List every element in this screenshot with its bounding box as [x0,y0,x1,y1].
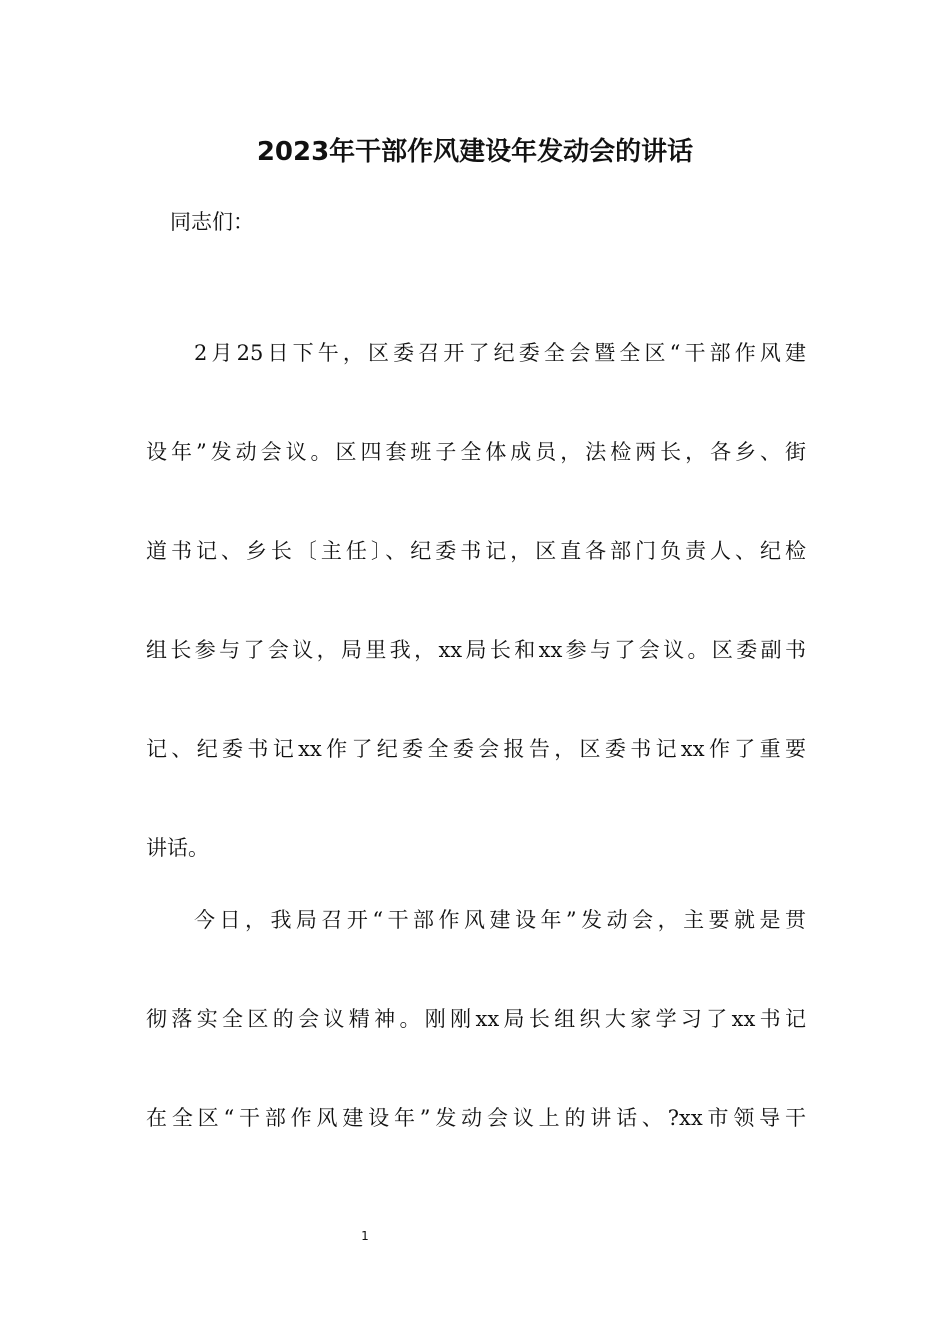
paragraph-line: 组长参与了会议，局里我，xx局长和xx参与了会议。区委副书 [146,638,806,662]
paragraph-line: 今日，我局召开“干部作风建设年”发动会，主要就是贯 [194,908,806,932]
salutation: 同志们： [170,210,254,234]
document-title: 2023年干部作风建设年发动会的讲话 [256,137,694,167]
paragraph-line: 记、纪委书记xx作了纪委全委会报告，区委书记xx作了重要 [146,737,806,761]
page-number: 1 [361,1229,369,1243]
paragraph-line: 2月25日下午，区委召开了纪委全会暨全区“干部作风建 [194,341,806,365]
paragraph-2 [146,871,806,1168]
paragraph-1 [146,304,806,898]
paragraph-line: 彻落实全区的会议精神。刚刚xx局长组织大家学习了xx书记 [146,1007,806,1031]
paragraph-line: 道书记、乡长〔主任〕、纪委书记，区直各部门负责人、纪检 [146,539,806,563]
paragraph-line: 在全区“干部作风建设年”发动会议上的讲话、?xx市领导干 [146,1106,806,1130]
paragraph-line: 讲话。 [146,836,209,860]
paragraph-line: 设年”发动会议。区四套班子全体成员，法检两长，各乡、街 [146,440,806,464]
